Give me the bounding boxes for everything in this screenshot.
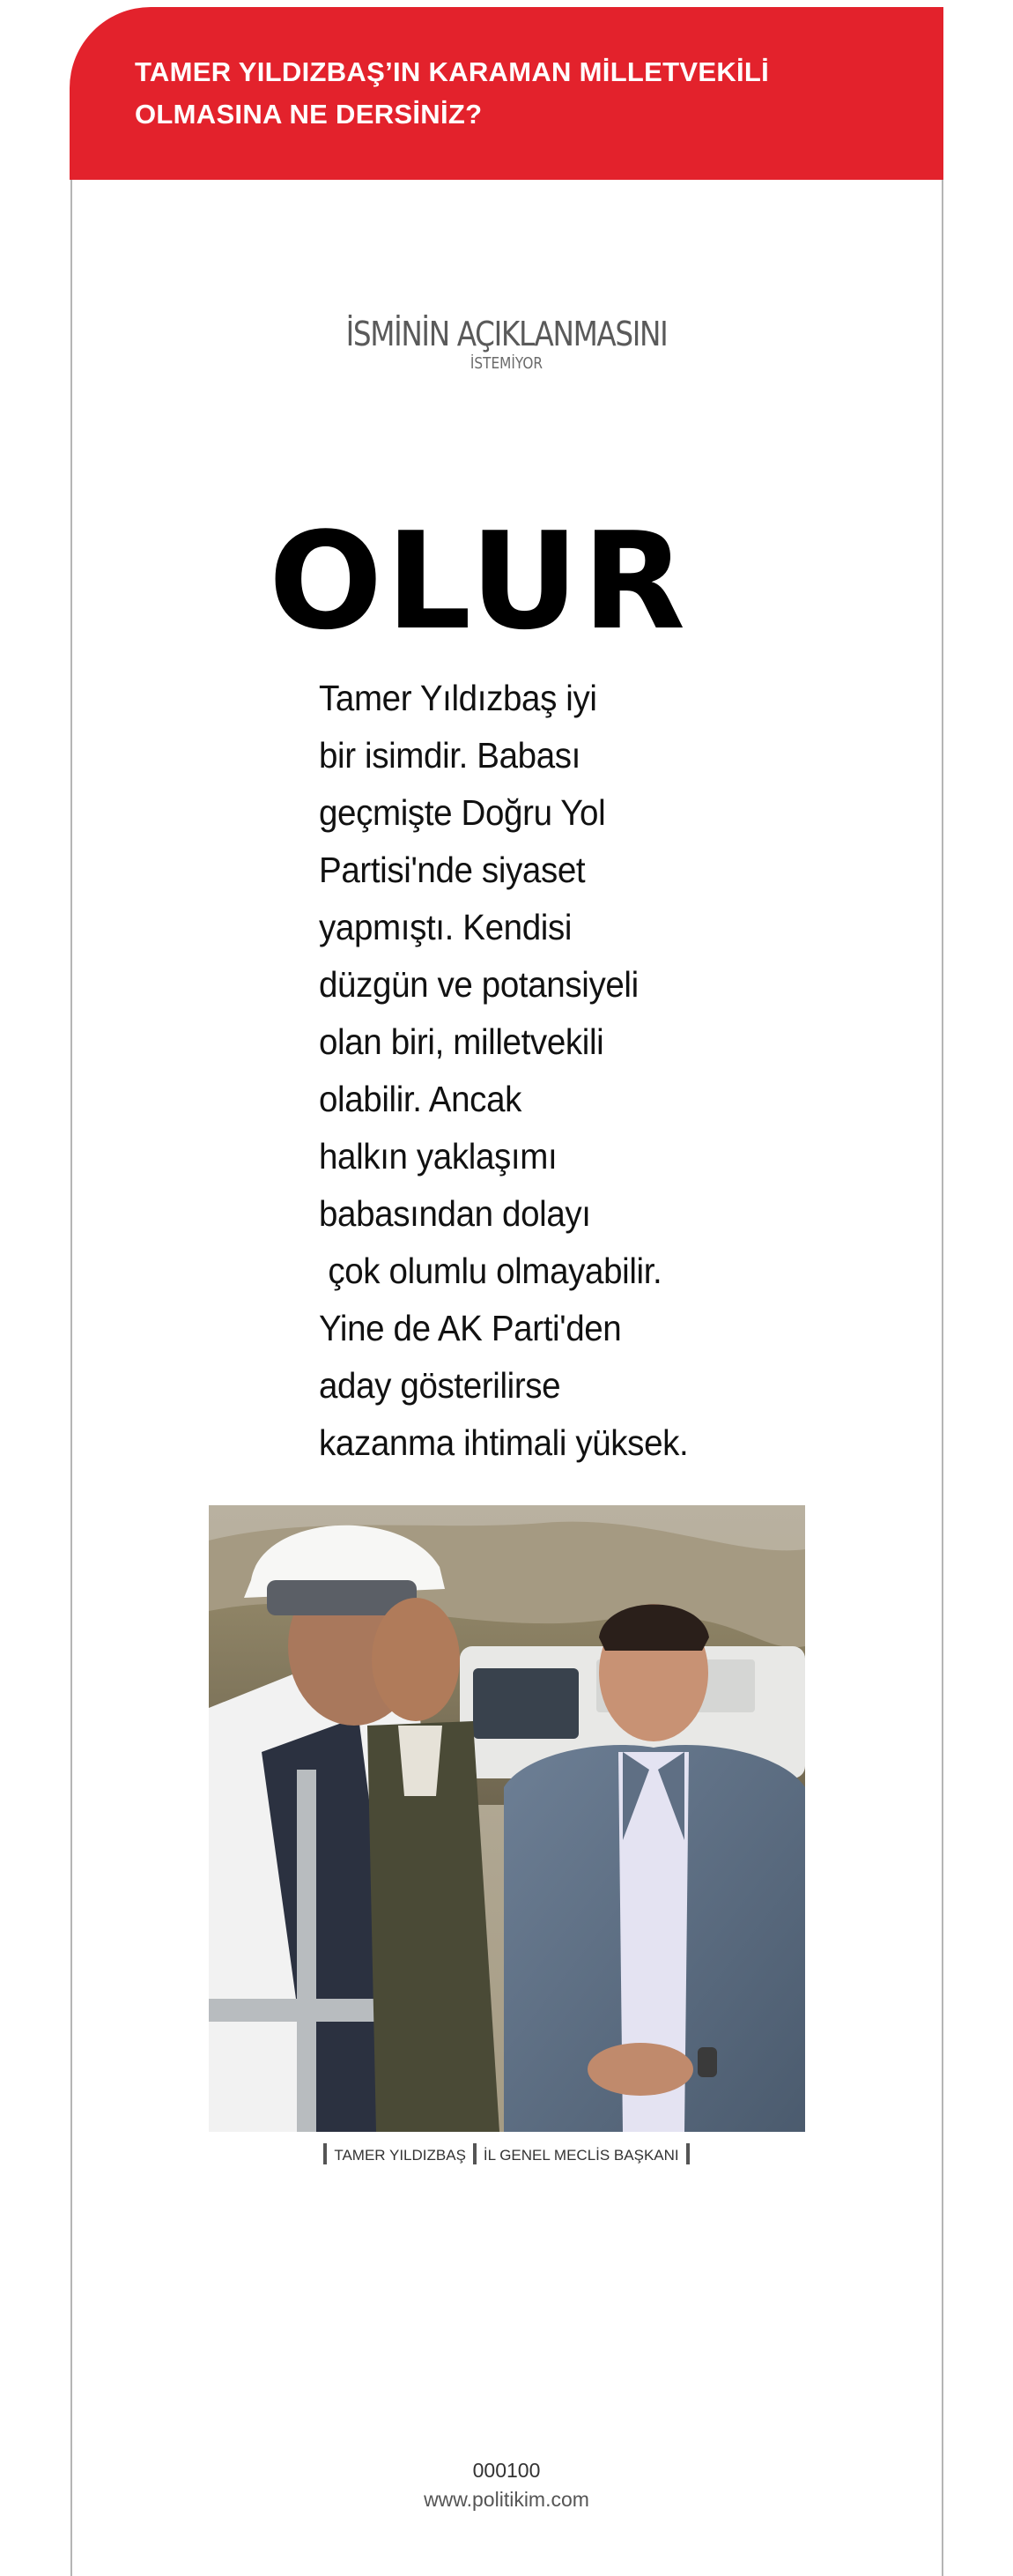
footer <box>0 2456 1013 2514</box>
comment-line: Partisi'nde siyaset <box>319 850 586 890</box>
caption-name: TAMER YILDIZBAŞ <box>334 2147 466 2164</box>
comment-line: geçmişte Doğru Yol <box>319 792 606 833</box>
header-title: TAMER YILDIZBAŞ’IN KARAMAN MİLLETVEKİLİ OLMASINA NE DERSİNİZ? <box>135 56 770 130</box>
photo-caption <box>0 2143 1013 2164</box>
card-border-right <box>942 180 943 2576</box>
comment-line: olan biri, milletvekili <box>319 1021 604 1062</box>
footer-url[interactable]: www.politikim.com <box>424 2488 589 2511</box>
comment-line: kazanma ihtimali yüksek. <box>319 1422 689 1463</box>
comment-line: Tamer Yıldızbaş iyi <box>319 678 597 718</box>
answer-headline: OLUR <box>269 503 690 659</box>
card-border-left <box>70 180 72 2576</box>
comment-line: Yine de AK Parti'den <box>319 1308 622 1348</box>
comment-line: bir isimdir. Babası <box>319 735 581 776</box>
caption-divider <box>473 2143 477 2164</box>
header-banner <box>70 7 943 180</box>
respondent-subtitle: İSTEMİYOR <box>470 354 543 373</box>
caption-divider <box>686 2143 690 2164</box>
comment-text <box>319 670 750 1472</box>
respondent-name: İSMİNİN AÇIKLANMASINI <box>345 315 668 353</box>
comment-line: halkın yaklaşımı <box>319 1136 558 1177</box>
subject-photo <box>209 1505 805 2132</box>
comment-line: yapmıştı. Kendisi <box>319 907 573 947</box>
comment-line: çok olumlu olmayabilir. <box>319 1251 662 1291</box>
respondent-block <box>0 316 1013 374</box>
caption-divider <box>323 2143 327 2164</box>
comment-line: olabilir. Ancak <box>319 1079 522 1119</box>
footer-code: 000100 <box>472 2459 541 2482</box>
comment-line: düzgün ve potansiyeli <box>319 964 639 1005</box>
comment-line: aday gösterilirse <box>319 1365 561 1406</box>
comment-line: babasından dolayı <box>319 1193 591 1234</box>
caption-title: İL GENEL MECLİS BAŞKANI <box>483 2147 679 2164</box>
